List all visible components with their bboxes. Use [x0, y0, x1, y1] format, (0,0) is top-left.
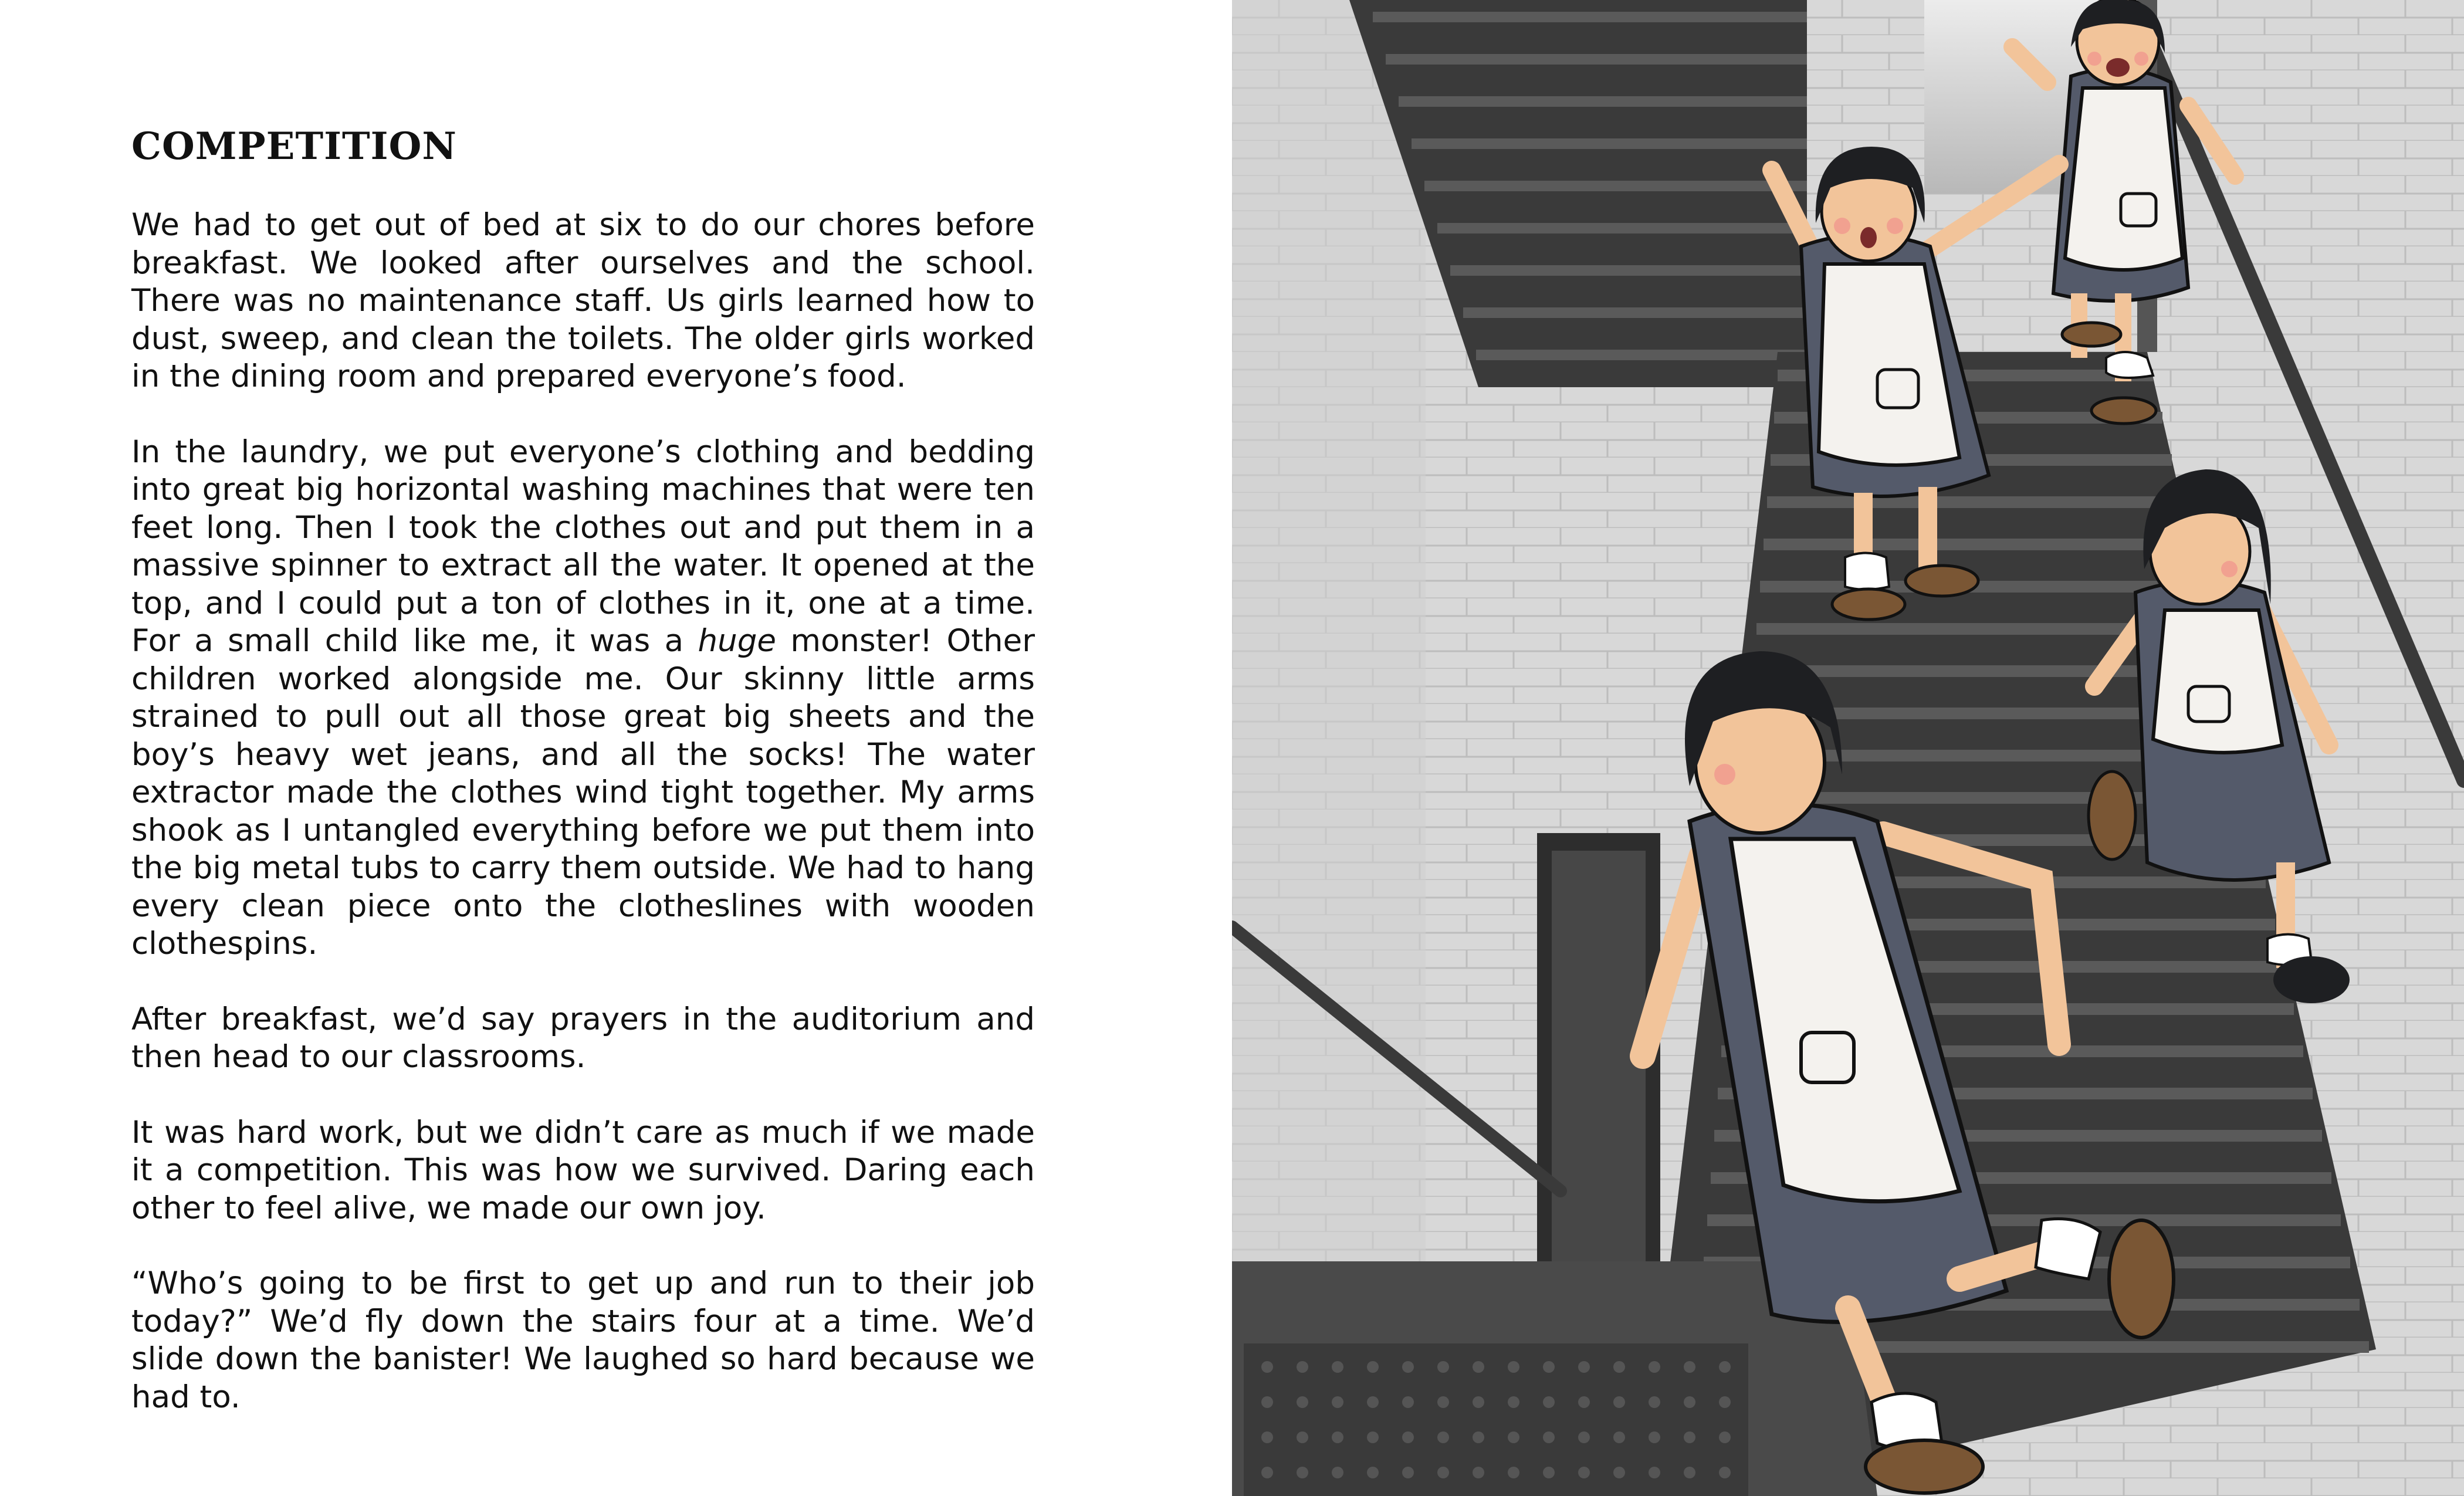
mat-dot	[1367, 1396, 1379, 1408]
upper-stair-tread	[1386, 54, 1807, 65]
mat-dot	[1297, 1467, 1308, 1478]
upper-stair-tread	[1412, 138, 1807, 149]
mat-dot	[1437, 1431, 1449, 1443]
paragraph-1: We had to get out of bed at six to do our chores before breakfast. We looked after ourselves and the school. There was no maintenance staff. Us girls learned how to dust, sweep, and clean the toilets. The older girls worked in the dining room and prepared everyone’s food.	[131, 207, 1035, 394]
mat-dot	[1437, 1361, 1449, 1373]
mat-dot	[1473, 1431, 1484, 1443]
upper-stair-tread	[1450, 265, 1807, 276]
paragraph-3: After breakfast, we’d say prayers in the auditorium and then head to our classrooms.	[131, 1001, 1035, 1075]
mat-dot	[1684, 1431, 1695, 1443]
mat-dot	[1437, 1396, 1449, 1408]
paragraph-5: “Who’s going to be first to get up and run to their job today?” We’d fly down the stairs four at a time. We’d slide down the banister! We laughed so hard because we had to.	[131, 1265, 1035, 1415]
mat-dot	[1684, 1361, 1695, 1373]
mat-dot	[1367, 1361, 1379, 1373]
upper-stair-tread	[1399, 96, 1807, 107]
mat-dot	[1578, 1431, 1590, 1443]
mat-dot	[1719, 1467, 1731, 1478]
mat-dot	[1684, 1396, 1695, 1408]
mat-dot	[1473, 1396, 1484, 1408]
mat-dot	[1613, 1431, 1625, 1443]
mat-dot	[1719, 1361, 1731, 1373]
mat-dot	[1261, 1361, 1273, 1373]
mat-dot	[1719, 1396, 1731, 1408]
mat-dot	[1508, 1361, 1519, 1373]
mat-dot	[1649, 1431, 1660, 1443]
mat-dot	[1332, 1361, 1343, 1373]
mat-dot	[1297, 1396, 1308, 1408]
mat-dot	[1543, 1396, 1555, 1408]
main-stair-tread	[1764, 539, 2191, 550]
mat-dot	[1543, 1361, 1555, 1373]
paragraph-2-end: monster! Other children worked alongside me. Our skinny little arms strained to pull out all those great big sheets and the boy’s heavy wet jeans, and all the socks! The water extractor made the clothes wind tight together. My arms shook as I untangled everything before we put them into the big metal tubs to carry them outside. We had to hang every clean piece onto the clotheslines with wooden clothespins.	[131, 623, 1035, 962]
paragraph-2-emphasis: huge	[698, 623, 776, 659]
mat-dot	[1649, 1361, 1660, 1373]
mat-dot	[1261, 1467, 1273, 1478]
mat-dot	[1613, 1361, 1625, 1373]
paragraph-2-start: In the laundry, we put everyone’s clothing and bedding into great big horizontal washing machines that were ten feet long. Then I took the clothes out and put them in a massive spinner to extract all the water. It opened at the top, and I could put a ton of clothes in it, one at a time. For a small child like me, it was a	[131, 434, 1035, 659]
mat-dot	[1261, 1431, 1273, 1443]
stairwell-illustration	[1232, 0, 2464, 1496]
mat-dot	[1578, 1396, 1590, 1408]
mat-dot	[1402, 1396, 1414, 1408]
paragraph-4: It was hard work, but we didn’t care as much if we made it a competition. This was how we survived. Daring each other to feel alive, we made our own joy.	[131, 1114, 1035, 1226]
mat-dot	[1332, 1431, 1343, 1443]
floor-mat	[1244, 1343, 1748, 1496]
mat-dot	[1367, 1467, 1379, 1478]
mat-dot	[1613, 1396, 1625, 1408]
paragraph-2	[131, 434, 1035, 963]
mat-dot	[1719, 1431, 1731, 1443]
mat-dot	[1437, 1467, 1449, 1478]
mat-dot	[1261, 1396, 1273, 1408]
upper-stair-tread	[1437, 223, 1807, 233]
story-body	[131, 207, 1035, 1454]
upper-stair-tread	[1463, 307, 1807, 318]
mat-dot	[1649, 1396, 1660, 1408]
mat-dot	[1367, 1431, 1379, 1443]
mat-dot	[1332, 1396, 1343, 1408]
mat-dot	[1613, 1467, 1625, 1478]
mat-dot	[1578, 1467, 1590, 1478]
main-stair-tread	[1767, 496, 2181, 508]
mat-dot	[1297, 1431, 1308, 1443]
upper-stair-tread	[1476, 350, 1807, 360]
mat-dot	[1649, 1467, 1660, 1478]
mat-dot	[1684, 1467, 1695, 1478]
mat-dot	[1508, 1396, 1519, 1408]
illustration-page	[1232, 0, 2464, 1496]
mat-dot	[1297, 1361, 1308, 1373]
upper-stair-tread	[1373, 12, 1807, 22]
mat-dot	[1332, 1467, 1343, 1478]
mat-dot	[1543, 1431, 1555, 1443]
mat-dot	[1402, 1431, 1414, 1443]
mat-dot	[1473, 1467, 1484, 1478]
mat-dot	[1508, 1431, 1519, 1443]
chapter-title: COMPETITION	[131, 124, 457, 168]
main-stair-tread	[1760, 581, 2200, 593]
left-wall-shade	[1232, 0, 1426, 1320]
mat-dot	[1508, 1467, 1519, 1478]
mat-dot	[1473, 1361, 1484, 1373]
mat-dot	[1402, 1361, 1414, 1373]
mat-dot	[1578, 1361, 1590, 1373]
mat-dot	[1402, 1467, 1414, 1478]
upper-stair-tread	[1424, 181, 1807, 191]
mat-dot	[1543, 1467, 1555, 1478]
